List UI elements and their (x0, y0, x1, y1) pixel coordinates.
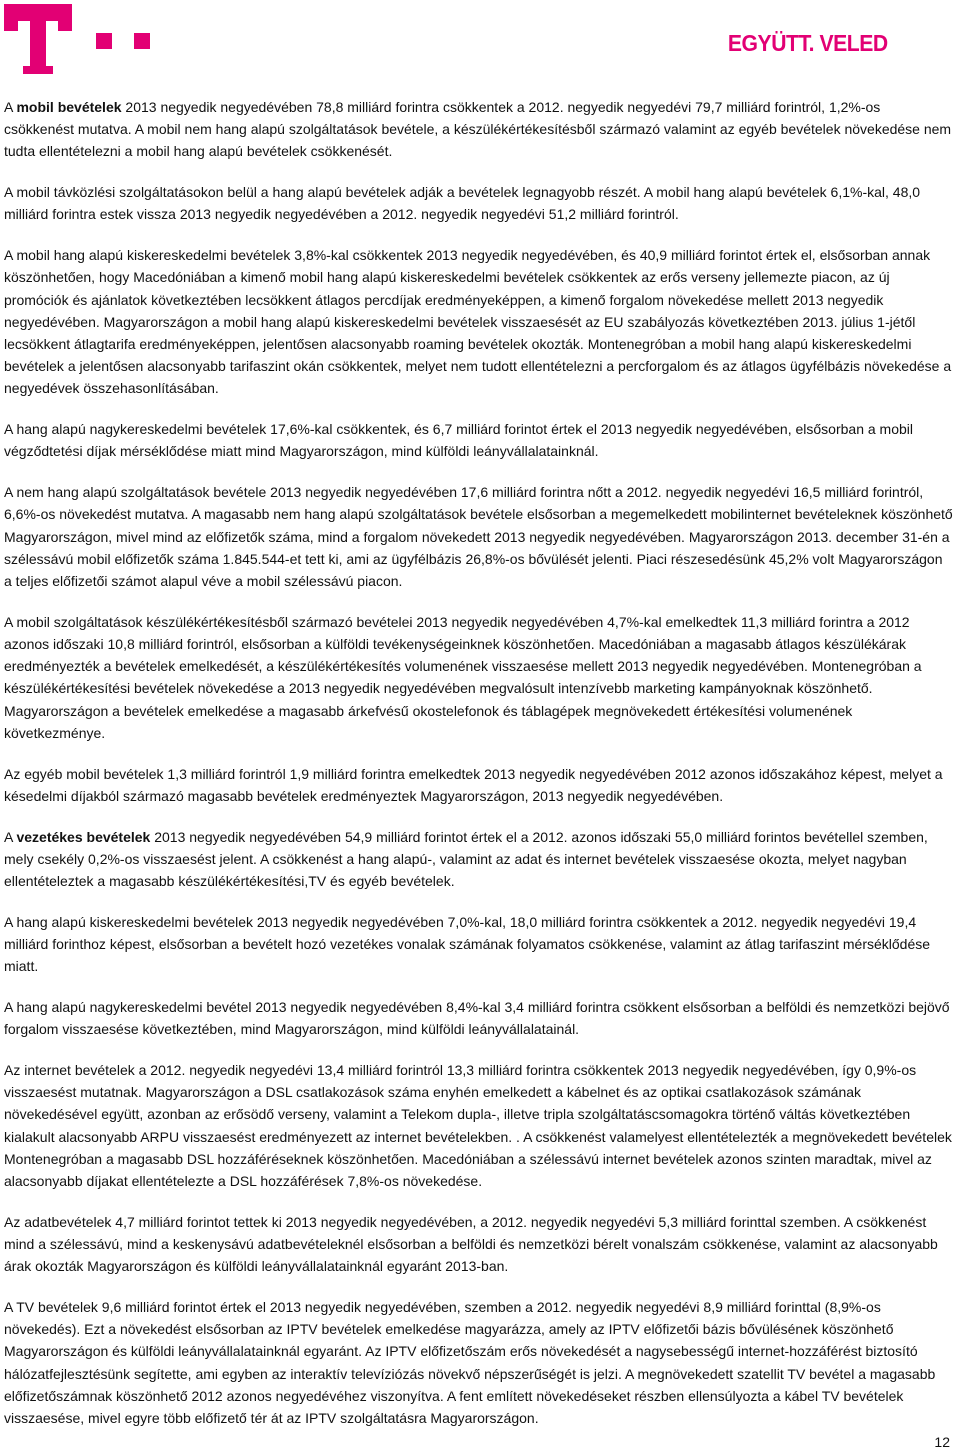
paragraph: A mobil távközlési szolgáltatásokon belül a hang alapú bevételek adják a bevételek legnagyobb részét. A mobil hang alapú bevételek 6,1%-kal, 48,0 milliárd forintra estek vissza 2013 negyedik negyedévében a 2012. negyedik negyedévi 51,2 milliárd forintról. (4, 184, 921, 223)
paragraph: A hang alapú nagykereskedelmi bevétel 2013 negyedik negyedévében 8,4%-kal 3,4 milliárd forintra csökkent elsősorban a belföldi és nemzetközi bejövő forgalom visszaesése következtében, mind Magyarországon, mind külföldi leányvállalatainál. (4, 999, 950, 1038)
telekom-t-logo-icon (4, 4, 72, 74)
paragraph: Az internet bevételek a 2012. negyedik negyedévi 13,4 milliárd forintról 13,3 milliárd forintra csökkentek 2013 negyedik negyedévében, így 0,9%-os visszaesést mutatnak. Magyarországon a DSL csatlakozások száma enyhén emelkedett a kábelnet és az optikai csatlakozások számának növekedésével együtt, azonban az erősödő verseny, valamint a Telekom dupla-, illetve tripla szolgáltatáscsomagokra történő váltás következtében kialakult alacsonyabb ARPU visszaesést eredményezett az internet bevételekben. . A csökkenést valamelyest ellentételezték a megnövekedett bevételek Montenegróban a magasabb DSL hozzáféréseknek köszönhetően. Macedóniában a szélessávú internet bevételek azonos szinten maradtak, mivel az alacsonyabb díjakat ellentételezte a DSL hozzáférések 7,8%-os növekedése. (4, 1062, 952, 1190)
paragraph-mobile-revenue: A mobil bevételek 2013 negyedik negyedévében 78,8 milliárd forintra csökkentek a 2012. negyedik negyedévi 79,7 milliárd forintról, 1,2%-os csökkenést mutatva. A mobil nem hang alapú szolgáltatások bevétele, a készülékértékesítésből származó valamint az egyéb bevételek növekedése nem tudta ellentételezni a mobil hang alapú bevételek csökkenését. (4, 99, 952, 160)
page-header (0, 0, 960, 80)
paragraph: A hang alapú kiskereskedelmi bevételek 2013 negyedik negyedévében 7,0%-kal, 18,0 milliárd forintra csökkentek a 2012. negyedik negyedévi 19,4 milliárd forinthoz képest, elsősorban a bevételt hozó vezetékes vonalak számának folyamatos csökkenése, valamint az átlag tarifaszint mérséklődése miatt. (4, 913, 931, 975)
bold-term: mobil bevételek (16, 99, 122, 115)
paragraph: A mobil szolgáltatások készülékértékesítésből származó bevételei 2013 negyedik negyedévében 4,7%-kal emelkedtek 11,3 milliárd forintra a 2012 azonos időszaki 10,8 milliárd forintról, elsősorban a külföldi tevékenységeinknek köszönhetően. Macedóniában a magasabb átlagos készülékárak eredményezték a bevételek emelkedését, a készülékértékesítés volumenének visszaesése mellett 2013 negyedik negyedévében. Montenegróban a készülékértékesítési bevételek növekedése a 2013 negyedik negyedévében megvalósult intenzívebb marketing kampányoknak köszönhető. Magyarországon a bevételek emelkedése a magasabb árkefvésű okostelefonok és táblagépek megnövekedett értékesítési volumenének következménye. (4, 613, 922, 741)
page-number: 12 (934, 1434, 950, 1450)
bold-term: vezetékes bevételek (16, 828, 151, 845)
document-body (4, 96, 954, 1448)
paragraph: Az egyéb mobil bevételek 1,3 milliárd forintról 1,9 milliárd forintra emelkedtek 2013 negyedik negyedévében 2012 azonos időszakához képest, melyet a késedelmi díjakból származó magasabb bevételek eredményeztek Magyarországon, 2013 negyedik negyedévében. (4, 765, 943, 804)
paragraph: A mobil hang alapú kiskereskedelmi bevételek 3,8%-kal csökkentek 2013 negyedik negyedévében, és 40,9 milliárd forintot értek el, elsősorban annak köszönhetően, hogy Macedóniában a kimenő mobil hang alapú kiskereskedelmi bevételek csökkentek az erős verseny jellemezte piacon, az új promóciók és ajánlatok következtében lecsökkent átlagos percdíjak eredményeképpen, a kimenő forgalom növekedése mellett 2013 negyedik negyedévében. Magyarországon a mobil hang alapú kiskereskedelmi bevételek visszaesését az EU szabályozás következtében 2013. július 1-jétől lecsökkent átlagtarifa eredményeképpen, jelentősen alacsonyabb roaming bevételek okozták. Montenegróban a mobil hang alapú kiskereskedelmi bevételek a jelentősen alacsonyabb tarifaszint okán csökkentek, melyet nem tudott ellentételezni a percforgalom és az átlagos ügyfélbázis növekedése a negyedévek összehasonlításában. (4, 247, 952, 397)
paragraph: A TV bevételek 9,6 milliárd forintot értek el 2013 negyedik negyedévében, szemben a 2012. negyedik negyedévi 8,9 milliárd forinttal (8,9%-os növekedés). Ezt a növekedést elsősorban az IPTV bevételek emelkedése magyarázza, amely az IPTV előfizetői bázis bővülésének köszönhető Magyarországon és külföldi leányvállalatainknál egyaránt. Az IPTV előfizetőszám erős növekedését a nagysebességű internet-hozzáférést biztosító hálózatfejlesztésünk segítette, ami egyben az interaktív televíziózás növekvő népszerűségét is jelzi. A megnövekedett szatellit TV bevétel a magasabb előfizetőszámnak köszönhető 2012 azonos negyedévéhez viszonyítva. A fent említett növekedéseket részben ellensúlyozta a kábel TV bevételek visszaesése, mivel egyre több előfizető tér át az IPTV szolgáltatásra Magyarországon. (4, 1299, 936, 1427)
paragraph: A nem hang alapú szolgáltatások bevétele 2013 negyedik negyedévében 17,6 milliárd forintra nőtt a 2012. negyedik negyedévi 16,5 milliárd forintról, 6,6%-os növekedést mutatva. A magasabb nem hang alapú szolgáltatások bevétele elsősorban a megemelkedett mobilinternet bevételeknek köszönhető Magyarországon, mivel mind az előfizetők száma, mind a forgalom növekedett 2013 negyedik negyedévében. Magyarországon 2013. december 31-én a szélessávú mobil előfizetők száma 1.845.544-et tett ki, ami az ügyfélbázis 26,8%-os bővülését jelenti. Piaci részesedésünk 45,2% volt Magyarországon a teljes előfizetői számot alapul véve a mobil szélessávú piacon. (4, 484, 953, 590)
paragraph-fixed-line-revenue: A vezetékes bevételek 2013 negyedik negyedévében 54,9 milliárd forintot értek el a 2012. azonos időszaki 55,0 milliárd forintos bevétellel szemben, mely csekély 0,2%-os visszaesést jelent. A csökkenést a hang alapú-, valamint az adat és internet bevételek visszaesése okozta, melyet nagyban ellentételeztek a magasabb készülékértékesítési,TV és egyéb bevételek. (4, 828, 928, 890)
logo-dot-2 (134, 33, 150, 49)
paragraph: A hang alapú nagykereskedelmi bevételek 17,6%-kal csökkentek, és 6,7 milliárd forintot értek el 2013 negyedik negyedévében, elsősorban a mobil végződtetési díjak mérséklődése miatt mind Magyarországon, mind külföldi leányvállalatainknál. (4, 421, 913, 460)
logo-dot-1 (96, 33, 112, 49)
slogan: EGYÜTT. VELED (728, 30, 888, 56)
paragraph: Az adatbevételek 4,7 milliárd forintot tettek ki 2013 negyedik negyedévében, a 2012. negyedik negyedévi 5,3 milliárd forinttal szemben. A csökkenést mind a szélessávú, mind a keskenysávú adatbevételeknél elsősorban a belföldi és nemzetközi bérelt vonalszám csökkenése, valamint az alacsonyabb árak okozták Magyarországon és külföldi leányvállalatainknál egyaránt 2013-ban. (4, 1213, 938, 1275)
